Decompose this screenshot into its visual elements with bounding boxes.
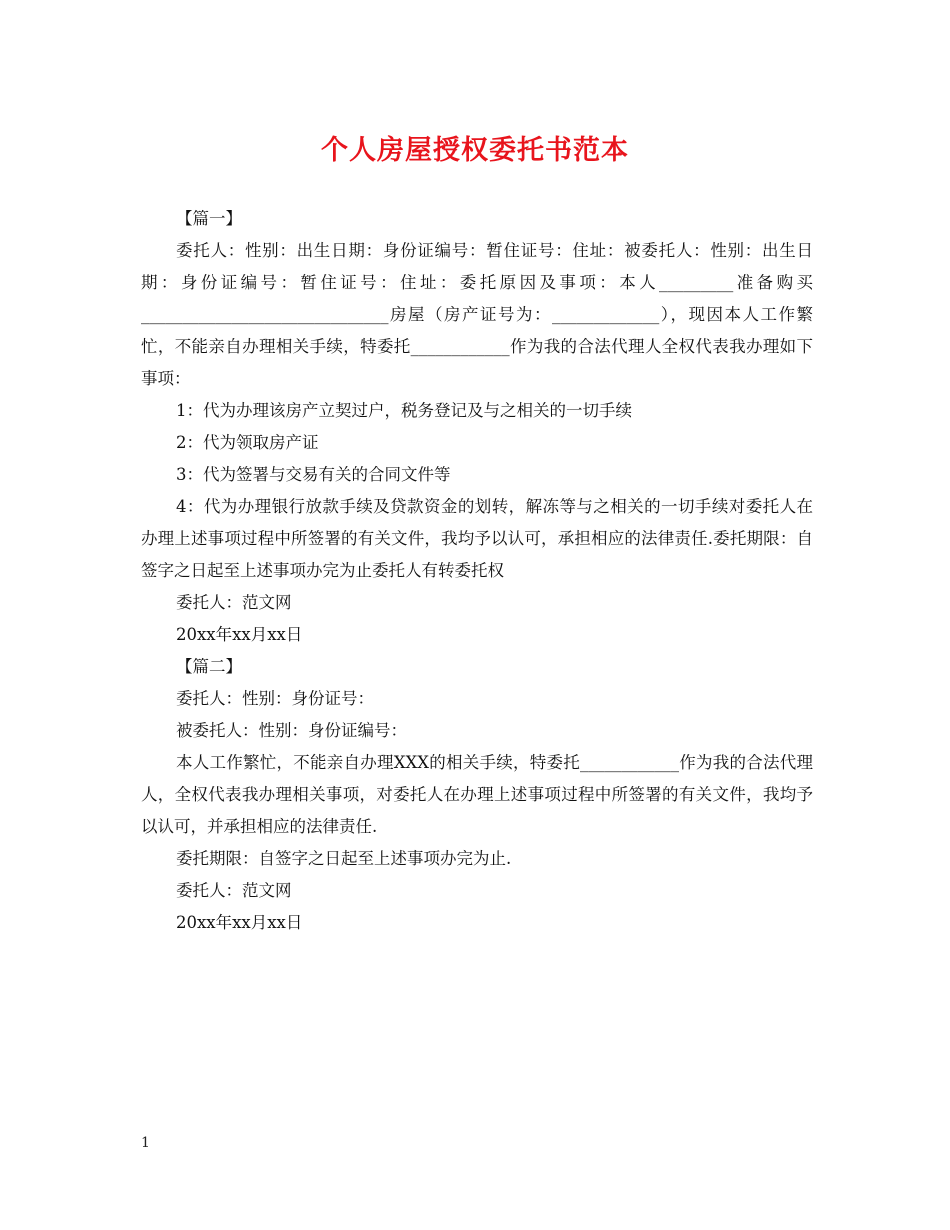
list-item-4: 4：代为办理银行放款手续及贷款资金的划转，解冻等与之相关的一切手续对委托人在办理上述事项过程中所签署的有关文件，我均予以认可，承担相应的法律责任.委托期限：自签字之日起至上述事项办完为止委托人有转委托权 — [141, 497, 813, 580]
document-title: 个人房屋授权委托书范本 — [321, 135, 629, 166]
term-line: 委托期限：自签字之日起至上述事项办完为止. — [176, 849, 512, 868]
signature-principal-2: 委托人：范文网 — [176, 881, 292, 900]
section-heading-1: 【篇一】 — [176, 209, 242, 228]
date-line-2: 20xx年xx月xx日 — [176, 913, 303, 932]
section-heading-2: 【篇二】 — [176, 657, 242, 676]
list-item-2: 2：代为领取房产证 — [176, 433, 319, 452]
page-number: 1 — [141, 1135, 150, 1151]
signature-principal-1: 委托人：范文网 — [176, 593, 292, 612]
list-item-3: 3：代为签署与交易有关的合同文件等 — [176, 465, 451, 484]
agent-info-line: 被委托人：性别：身份证编号： — [176, 721, 407, 740]
paragraph-intro-1: 委托人：性别：出生日期：身份证编号：暂住证号：住址：被委托人：性别：出生日期：身份证编号：暂住证号：住址：委托原因及事项：本人_________准备购买______________________________房屋（房产证号为：_____________），现因本人工作繁忙，不能亲自办理相关手续，特委托____________作为我的合法代理人全权代表我办理如下事项： — [141, 241, 813, 388]
list-item-1: 1：代为办理该房产立契过户，税务登记及与之相关的一切手续 — [176, 401, 632, 420]
principal-info-line: 委托人：性别：身份证号： — [176, 689, 374, 708]
document-body — [141, 203, 813, 939]
date-line-1: 20xx年xx月xx日 — [176, 625, 303, 644]
paragraph-authorization-2: 本人工作繁忙，不能亲自办理XXX的相关手续，特委托____________作为我的合法代理人，全权代表我办理相关事项，对委托人在办理上述事项过程中所签署的有关文件，我均予以认可，并承担相应的法律责任. — [141, 753, 813, 836]
